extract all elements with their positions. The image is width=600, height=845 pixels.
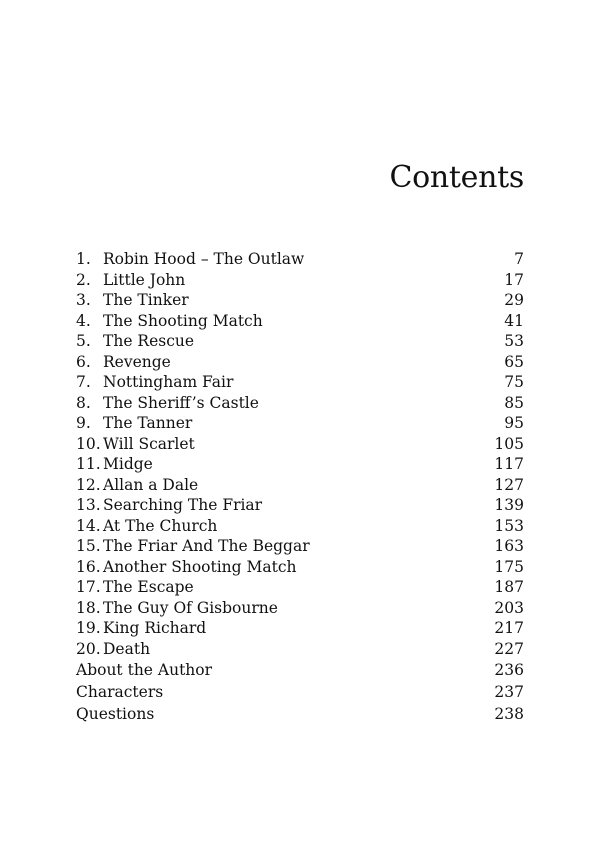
page-number: 53 xyxy=(504,332,524,350)
page-number: 139 xyxy=(494,496,524,514)
toc-entry[interactable] xyxy=(76,639,524,660)
page-number: 153 xyxy=(494,516,524,535)
chapter-number: 6. xyxy=(76,352,91,371)
chapter-title: Little John xyxy=(103,270,186,289)
chapter-title: The Escape xyxy=(103,578,194,596)
page-number: 95 xyxy=(504,414,524,432)
toc-entry[interactable] xyxy=(76,516,524,537)
page-number: 217 xyxy=(494,619,524,637)
chapter-title: At The Church xyxy=(103,516,218,535)
toc-entry[interactable] xyxy=(76,352,524,373)
toc-entry[interactable] xyxy=(76,577,524,598)
page-number: 65 xyxy=(504,352,524,371)
chapter-number: 10. xyxy=(76,434,101,453)
toc-entry[interactable] xyxy=(76,557,524,578)
page-number: 236 xyxy=(494,661,524,679)
page-number: 163 xyxy=(494,537,524,555)
page-number: 29 xyxy=(504,291,524,309)
toc-entry[interactable] xyxy=(76,454,524,475)
page-number: 7 xyxy=(514,250,524,268)
toc-entry[interactable] xyxy=(76,495,524,516)
chapter-title: The Tanner xyxy=(103,414,193,432)
chapter-number: 3. xyxy=(76,291,91,309)
toc-entry[interactable] xyxy=(76,372,524,393)
toc-entry[interactable] xyxy=(76,249,524,270)
toc-entry[interactable] xyxy=(76,290,524,311)
chapter-number: 4. xyxy=(76,311,91,330)
chapter-number: 17. xyxy=(76,578,101,596)
chapter-title: Revenge xyxy=(103,352,171,371)
toc-entry[interactable] xyxy=(76,681,524,703)
chapter-number: 15. xyxy=(76,537,101,555)
page-number: 127 xyxy=(494,475,524,494)
chapter-title: The Guy Of Gisbourne xyxy=(103,598,278,617)
chapter-number: 7. xyxy=(76,373,91,391)
chapter-number: 19. xyxy=(76,619,101,637)
chapter-number: 20. xyxy=(76,639,101,658)
chapter-number: 2. xyxy=(76,270,91,289)
chapter-title: The Tinker xyxy=(103,291,189,309)
chapter-title: Another Shooting Match xyxy=(103,557,297,576)
chapter-title: The Rescue xyxy=(103,332,195,350)
toc-entry[interactable] xyxy=(76,618,524,639)
page-number: 237 xyxy=(494,683,524,701)
chapter-number: 14. xyxy=(76,516,101,535)
page-number: 227 xyxy=(494,639,524,658)
toc-entry[interactable] xyxy=(76,311,524,332)
page-number: 117 xyxy=(494,455,524,473)
chapter-number: 5. xyxy=(76,332,91,350)
chapter-number: 18. xyxy=(76,598,101,617)
page-number: 75 xyxy=(504,373,524,391)
toc-entry[interactable] xyxy=(76,703,524,725)
page-number: 203 xyxy=(494,598,524,617)
chapter-number: 16. xyxy=(76,557,101,576)
chapter-title: Allan a Dale xyxy=(103,475,199,494)
page-number: 41 xyxy=(504,311,524,330)
chapter-number: 13. xyxy=(76,496,101,514)
chapter-number: 1. xyxy=(76,250,91,268)
chapter-title: The Shooting Match xyxy=(103,311,263,330)
page-number: 85 xyxy=(504,393,524,412)
chapter-title: King Richard xyxy=(103,619,207,637)
section-title: Questions xyxy=(76,705,155,723)
chapter-title: Will Scarlet xyxy=(103,434,195,453)
chapter-title: Searching The Friar xyxy=(103,496,263,514)
toc-entry[interactable] xyxy=(76,536,524,557)
section-title: Characters xyxy=(76,683,164,701)
chapter-number: 11. xyxy=(76,455,101,473)
toc-entry[interactable] xyxy=(76,659,524,681)
chapter-title: Midge xyxy=(103,455,153,473)
chapter-title: The Friar And The Beggar xyxy=(103,537,310,555)
chapter-number: 12. xyxy=(76,475,101,494)
page-number: 17 xyxy=(504,270,524,289)
toc-entry[interactable] xyxy=(76,434,524,455)
page-number: 175 xyxy=(494,557,524,576)
toc-entry[interactable] xyxy=(76,331,524,352)
toc-entry[interactable] xyxy=(76,393,524,414)
page-title: Contents xyxy=(389,160,524,195)
chapter-title: The Sheriff’s Castle xyxy=(103,393,259,412)
page-number: 187 xyxy=(494,578,524,596)
page-number: 238 xyxy=(494,705,524,723)
chapter-title: Nottingham Fair xyxy=(103,373,234,391)
chapter-title: Death xyxy=(103,639,151,658)
table-of-contents xyxy=(76,249,524,725)
page-number: 105 xyxy=(494,434,524,453)
toc-entry[interactable] xyxy=(76,270,524,291)
section-title: About the Author xyxy=(76,661,213,679)
toc-entry[interactable] xyxy=(76,598,524,619)
chapter-title: Robin Hood – The Outlaw xyxy=(103,250,305,268)
toc-entry[interactable] xyxy=(76,475,524,496)
chapter-number: 8. xyxy=(76,393,91,412)
chapter-number: 9. xyxy=(76,414,91,432)
toc-entry[interactable] xyxy=(76,413,524,434)
